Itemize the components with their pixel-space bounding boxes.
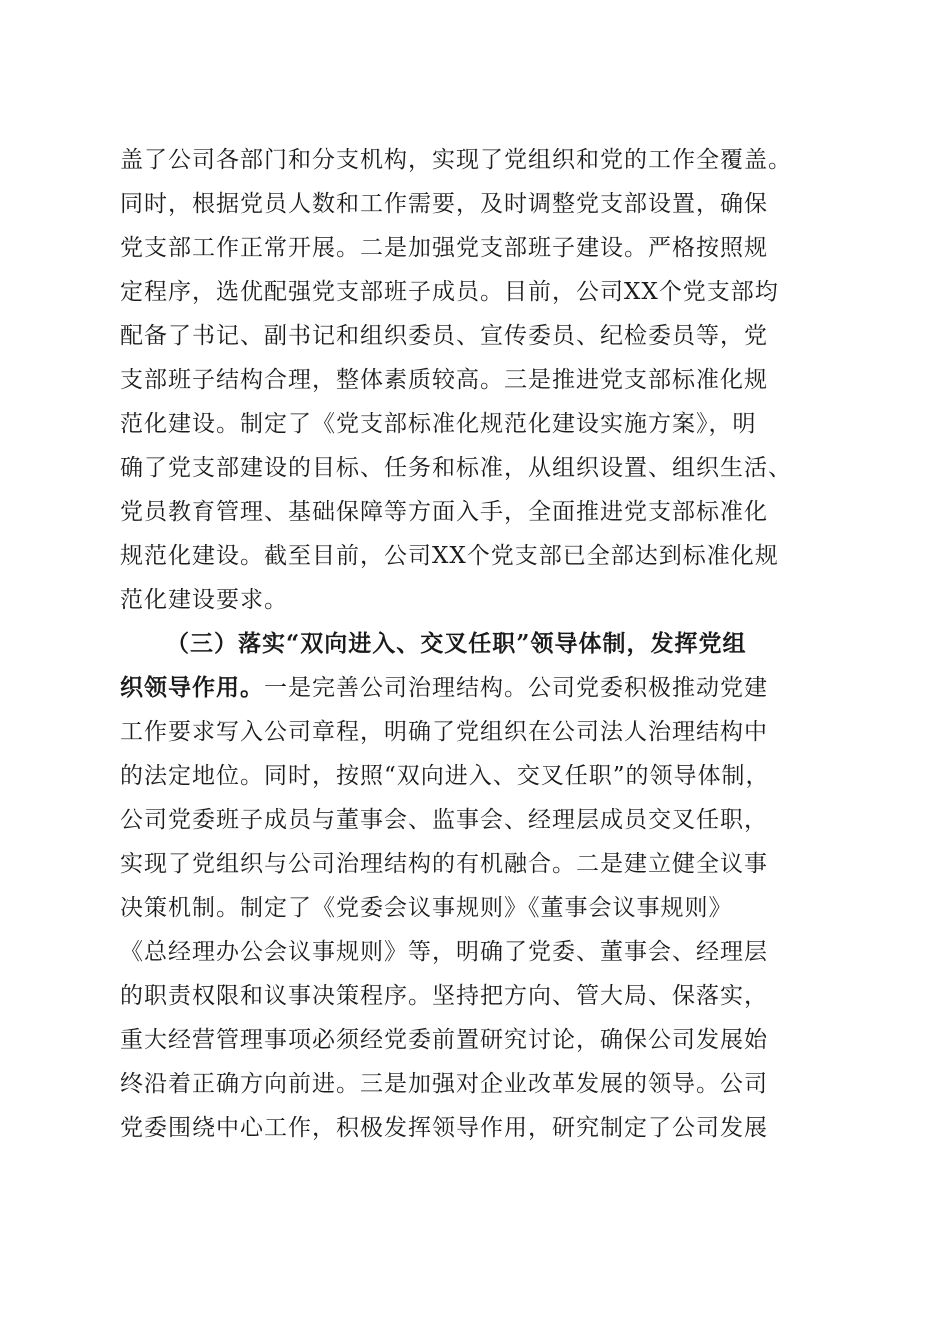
text-line: 《总经理办公会议事规则》等，明确了党委、董事会、经理层 (120, 939, 768, 965)
text-line: 范化建设。制定了《党支部标准化规范化建设实施方案》，明 (120, 411, 757, 437)
section-heading-line (120, 622, 840, 666)
text-line: 盖了公司各部门和分支机构，实现了党组织和党的工作全覆盖。 (120, 147, 792, 173)
text-line: 定程序，选优配强党支部班子成员。目前，公司XX个党支部均 (120, 279, 779, 305)
text-line: 支部班子结构合理，整体素质较高。三是推进党支部标准化规 (120, 367, 768, 393)
text-line: 实现了党组织与公司治理结构的有机融合。二是建立健全议事 (120, 851, 768, 877)
text-line: 党委围绕中心工作，积极发挥领导作用，研究制定了公司发展 (120, 1115, 768, 1141)
text-run: 一是完善公司治理结构。公司党委积极推动党建 (264, 675, 768, 701)
text-line (120, 666, 840, 710)
text-line: 同时，根据党员人数和工作需要，及时调整党支部设置，确保 (120, 191, 768, 217)
text-line: 终沿着正确方向前进。三是加强对企业改革发展的领导。公司 (120, 1071, 768, 1097)
text-line: 党支部工作正常开展。二是加强党支部班子建设。严格按照规 (120, 235, 768, 261)
text-line: 的法定地位。同时，按照“双向进入、交叉任职”的领导体制， (120, 763, 770, 789)
text-line: 决策机制。制定了《党委会议事规则》《董事会议事规则》 (120, 895, 733, 921)
section-heading-end: 织领导作用。 (120, 674, 264, 701)
text-line: 规范化建设。截至目前，公司XX个党支部已全部达到标准化规 (120, 543, 779, 569)
paragraph-section-three (120, 622, 840, 1150)
paragraph-continuation (120, 138, 840, 622)
section-heading: （三）落实“双向进入、交叉任职”领导体制，发挥党组 (166, 630, 747, 657)
text-line: 工作要求写入公司章程，明确了党组织在公司法人治理结构中 (120, 719, 768, 745)
text-line: 配备了书记、副书记和组织委员、宣传委员、纪检委员等，党 (120, 323, 768, 349)
text-line: 范化建设要求。 (120, 587, 288, 613)
text-line: 确了党支部建设的目标、任务和标准，从组织设置、组织生活、 (120, 455, 792, 481)
text-line: 公司党委班子成员与董事会、监事会、经理层成员交叉任职， (120, 807, 768, 833)
text-line: 的职责权限和议事决策程序。坚持把方向、管大局、保落实， (120, 983, 768, 1009)
text-line: 重大经营管理事项必须经党委前置研究讨论，确保公司发展始 (120, 1027, 768, 1053)
text-line: 党员教育管理、基础保障等方面入手，全面推进党支部标准化 (120, 499, 768, 525)
